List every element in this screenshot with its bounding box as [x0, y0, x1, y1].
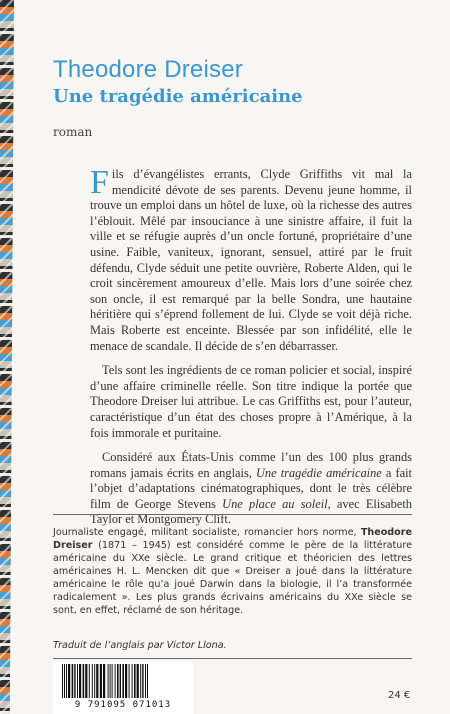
barcode-bar	[129, 664, 130, 698]
blurb-paragraph-1-text: ils d’évangélistes errants, Clyde Griffiths vit mal la mendicité dévote de ses parents. Devenu jeune homme, il trouve un emploi dans un hôtel de luxe, où la richesse des autres l’éblouit. Mêlé par insouciance à une sinistre affaire, il fuit la ville et se réfugie auprès d’un oncle fortuné, propriétaire d’une usine. Faible, vaniteux, ignorant, sensuel, attiré par le fruit défendu, Clyde séduit une petite ouvrière, Roberte Alden, qui le croit sincèrement amoureux d’elle. Mais lors d’une soirée chez son oncle, il est remarqué par la belle Sondra, une hautaine héritière qui s’éprend follement de lui. Clyde se voit déjà riche. Mais Roberte est enceinte. Blessée par son infidélité, elle le menace de scandale. Il décide de s’en débarrasser.	[90, 167, 412, 353]
bio-intro: Journaliste engagé, militant socialiste, romancier hors norme,	[53, 527, 361, 538]
barcode-bar	[66, 664, 67, 698]
barcode-bar	[132, 664, 133, 698]
barcode-bar	[85, 664, 87, 698]
translation-credit: Traduit de l’anglais par Victor Llona.	[53, 640, 227, 651]
author-name: Theodore Dreiser	[53, 56, 243, 83]
barcode-bar	[96, 664, 98, 698]
back-cover-blurb	[90, 164, 412, 537]
barcode-bar	[134, 664, 136, 698]
bio-body: (1871 – 1945) est considéré comme le père de la littérature américaine du XXe siècle. Le grand critique et théoricien des lettres américaines H. L. Mencken dit que « Dreiser a joué dans la littérature américaine le rôle qu’a joué Darwin dans la biologie, il l’a transformée radicalement ». Les plus grands écrivains américains du XXe siècle se sont, en effet, réclamé de son héritage.	[53, 540, 412, 616]
barcode-bar	[117, 664, 119, 698]
author-bio	[53, 526, 412, 617]
divider-bottom	[53, 658, 412, 659]
barcode-bar	[103, 664, 105, 698]
price: 24 €	[388, 690, 411, 701]
barcode-bar	[62, 664, 63, 698]
blurb-p3-part-a: Considéré aux États-Unis comme l’un des 100 plus grands romans jamais écrits en anglais,	[90, 450, 412, 480]
book-title: Une tragédie américaine	[53, 86, 303, 107]
barcode-bar	[72, 664, 74, 698]
barcode-bar	[145, 664, 146, 698]
barcode-bar	[74, 664, 75, 698]
barcode-bar	[147, 664, 148, 698]
blurb-paragraph-1	[90, 164, 412, 354]
genre-label: roman	[53, 125, 93, 139]
barcode-bar	[120, 664, 121, 698]
blurb-paragraph-3	[90, 450, 412, 528]
barcode-bar	[122, 664, 124, 698]
isbn-number: 9 791095 071013	[74, 700, 172, 710]
barcode-bar	[110, 664, 111, 698]
barcode-bar	[137, 664, 139, 698]
blurb-p3-part-c: , avec Elisabeth Taylor et Montgomery Clift.	[90, 496, 412, 527]
spine-chevrons	[0, 0, 14, 714]
barcode-bar	[140, 664, 141, 698]
barcode-bar	[68, 664, 70, 698]
blurb-p3-title: Une tragédie américaine	[255, 465, 382, 480]
barcode-bar	[94, 664, 95, 698]
barcode-bar	[64, 664, 65, 698]
blurb-paragraph-2: Tels sont les ingrédients de ce roman policier et social, inspiré d’une affaire criminelle réelle. Son titre indique la portée que Theodore Dreiser lui attribue. Le cas Griffiths est, pour l’auteur, caractéristique d’un état des choses propre à l’Amérique, à la fois immorale et puritaine.	[90, 363, 412, 440]
barcode-bar	[83, 664, 85, 698]
barcode-bar	[108, 664, 109, 698]
barcode-bar	[100, 664, 102, 698]
divider-top	[53, 514, 412, 515]
barcode-bar	[92, 664, 93, 698]
barcode-bar	[125, 664, 127, 698]
barcode-bar	[115, 664, 116, 698]
blurb-p3-part-b: a fait l’objet d’adaptations cinématographiques, dont le très célèbre film de George Stevens	[90, 465, 412, 511]
barcode	[60, 664, 186, 698]
barcode-bar	[77, 664, 78, 698]
barcode-bar	[142, 664, 143, 698]
blurb-p3-film-title: Une place au soleil	[222, 496, 328, 511]
barcode-bar	[112, 664, 113, 698]
barcode-bar	[89, 664, 90, 698]
drop-cap: F	[90, 164, 109, 201]
barcode-bar	[79, 664, 81, 698]
bio-author-name: Theodore Dreiser	[53, 527, 412, 551]
